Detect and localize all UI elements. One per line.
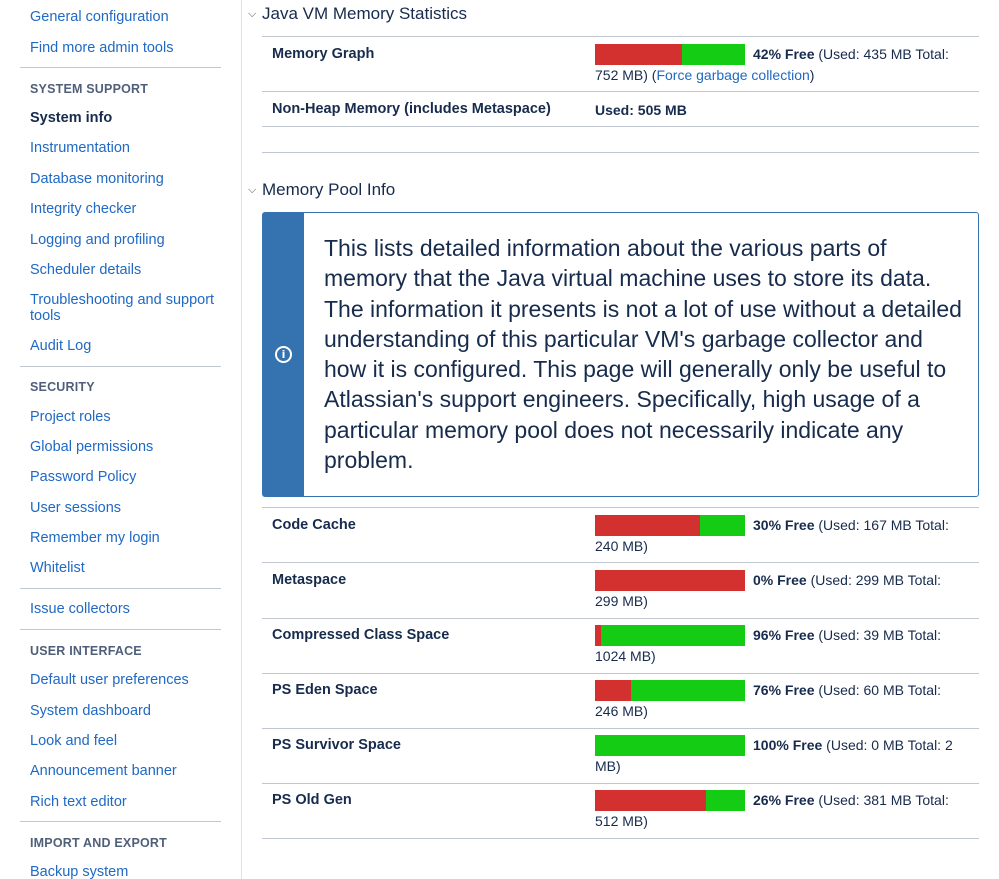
sidebar-item-logging-and-profiling[interactable]: Logging and profiling [30, 232, 165, 248]
info-message-text: This lists detailed information about the various parts of memory that the Java virtual machine uses to store its data. The information it presents is not a lot of use without a detailed understanding of this particular VM's garbage collector and how it is configured. This page will generally only be useful to Atlassian's support engineers. Specifically, high usage of a particular memory pool does not necessarily indicate any problem. [324, 235, 962, 474]
pool-detail: (Used: 167 MB Total: 240 MB) [595, 517, 949, 554]
sidebar-divider [20, 67, 221, 68]
free-segment [631, 680, 745, 701]
info-icon: i [275, 346, 292, 363]
sidebar-divider [20, 821, 221, 822]
pool-name: PS Old Gen [272, 792, 352, 808]
sidebar-divider [20, 588, 221, 589]
sidebar-item-database-monitoring[interactable]: Database monitoring [30, 171, 164, 187]
memory-pool-row [262, 728, 979, 784]
sidebar-heading-user-interface: USER INTERFACE [30, 644, 142, 658]
pool-name: Code Cache [272, 517, 356, 533]
sidebar-item-find-more-admin-tools[interactable]: Find more admin tools [30, 40, 174, 56]
used-segment [595, 570, 745, 591]
free-percent: 26% Free [753, 792, 815, 808]
free-segment [700, 515, 745, 536]
pool-detail: (Used: 39 MB Total: 1024 MB) [595, 627, 942, 664]
pool-detail: (Used: 299 MB Total: 299 MB) [595, 572, 942, 609]
section-title: Memory Pool Info [262, 180, 396, 199]
used-segment [595, 515, 700, 536]
sidebar-item-instrumentation[interactable]: Instrumentation [30, 140, 130, 156]
sidebar-item-general-configuration[interactable]: General configuration [30, 9, 169, 25]
pool-name: Compressed Class Space [272, 627, 450, 643]
sidebar-item-default-user-preferences[interactable]: Default user preferences [30, 672, 189, 688]
memory-pool-row [262, 563, 979, 619]
row-value: Used: 505 MB [595, 102, 687, 118]
memory-pool-row [262, 783, 979, 839]
non-heap-row [262, 92, 979, 127]
pool-name: PS Survivor Space [272, 737, 401, 753]
free-percent: 96% Free [753, 627, 815, 643]
pool-usage [595, 735, 965, 776]
row-label: Non-Heap Memory (includes Metaspace) [272, 101, 551, 117]
sidebar-item-password-policy[interactable]: Password Policy [30, 469, 137, 485]
used-segment [595, 680, 631, 701]
main-content [243, 0, 999, 879]
sidebar-heading-security: SECURITY [30, 380, 95, 394]
sidebar-divider [20, 629, 221, 630]
pool-usage [595, 570, 965, 611]
free-segment [706, 790, 745, 811]
section-toggle-jvm-memory[interactable] [248, 3, 467, 25]
sidebar-item-remember-my-login[interactable]: Remember my login [30, 530, 160, 546]
sidebar-item-whitelist[interactable]: Whitelist [30, 560, 85, 576]
sidebar-item-user-sessions[interactable]: User sessions [30, 500, 122, 516]
memory-usage-bar [595, 735, 745, 756]
sidebar-heading-system-support: SYSTEM SUPPORT [30, 82, 149, 96]
pool-usage [595, 625, 965, 666]
used-segment [595, 44, 682, 65]
section-toggle-memory-pool[interactable] [248, 179, 395, 201]
section-divider [262, 127, 979, 153]
free-percent: 30% Free [753, 517, 815, 533]
free-segment [682, 44, 745, 65]
sidebar-item-scheduler-details[interactable]: Scheduler details [30, 262, 142, 278]
free-percent: 100% Free [753, 737, 823, 753]
pool-detail: (Used: 381 MB Total: 512 MB) [595, 792, 949, 829]
info-message-sidebar [263, 213, 304, 496]
memory-detail-end: ) [809, 67, 815, 83]
sidebar-item-integrity-checker[interactable]: Integrity checker [30, 201, 137, 217]
memory-detail: (Used: 435 MB Total: 752 MB) ( [595, 46, 949, 83]
used-segment [595, 790, 706, 811]
pool-usage [595, 680, 965, 721]
memory-usage-bar [595, 44, 745, 65]
memory-graph-row [262, 36, 979, 92]
free-percent: 76% Free [753, 682, 815, 698]
pool-name: PS Eden Space [272, 682, 378, 698]
sidebar-heading-import-export: IMPORT AND EXPORT [30, 836, 167, 850]
pool-usage [595, 790, 965, 831]
row-label: Memory Graph [272, 46, 375, 62]
section-title: Java VM Memory Statistics [262, 4, 467, 23]
memory-usage-bar [595, 790, 745, 811]
pool-name: Metaspace [272, 572, 347, 588]
chevron-down-icon: ⌵ [248, 183, 257, 196]
sidebar-item-look-and-feel[interactable]: Look and feel [30, 733, 118, 749]
sidebar-item-issue-collectors[interactable]: Issue collectors [30, 601, 130, 617]
memory-usage-bar [595, 680, 745, 701]
sidebar-item-announcement-banner[interactable]: Announcement banner [30, 763, 177, 779]
sidebar-item-backup-system[interactable]: Backup system [30, 864, 129, 879]
sidebar-item-audit-log[interactable]: Audit Log [30, 338, 92, 354]
sidebar-item-rich-text-editor[interactable]: Rich text editor [30, 794, 127, 810]
pool-detail: (Used: 60 MB Total: 246 MB) [595, 682, 942, 719]
sidebar-item-global-permissions[interactable]: Global permissions [30, 439, 154, 455]
row-value [595, 44, 965, 85]
free-segment [595, 735, 745, 756]
pool-usage [595, 515, 965, 556]
sidebar-item-system-dashboard[interactable]: System dashboard [30, 703, 151, 719]
memory-pool-row [262, 618, 979, 674]
memory-usage-bar [595, 625, 745, 646]
info-message [262, 212, 979, 497]
force-garbage-collection-link[interactable]: Force garbage collection [656, 67, 810, 83]
sidebar-item-project-roles[interactable]: Project roles [30, 409, 111, 425]
memory-pool-row [262, 507, 979, 563]
sidebar-divider [20, 366, 221, 367]
free-percent: 0% Free [753, 572, 807, 588]
admin-sidebar [0, 0, 242, 879]
free-percent: 42% Free [753, 46, 815, 62]
memory-pool-row [262, 673, 979, 729]
pool-detail: (Used: 0 MB Total: 2 MB) [595, 737, 953, 774]
memory-usage-bar [595, 570, 745, 591]
chevron-down-icon: ⌵ [248, 7, 257, 20]
memory-usage-bar [595, 515, 745, 536]
free-segment [601, 625, 745, 646]
sidebar-item-system-info[interactable]: System info [30, 110, 113, 126]
sidebar-item-troubleshooting[interactable]: Troubleshooting and support tools [30, 292, 215, 324]
